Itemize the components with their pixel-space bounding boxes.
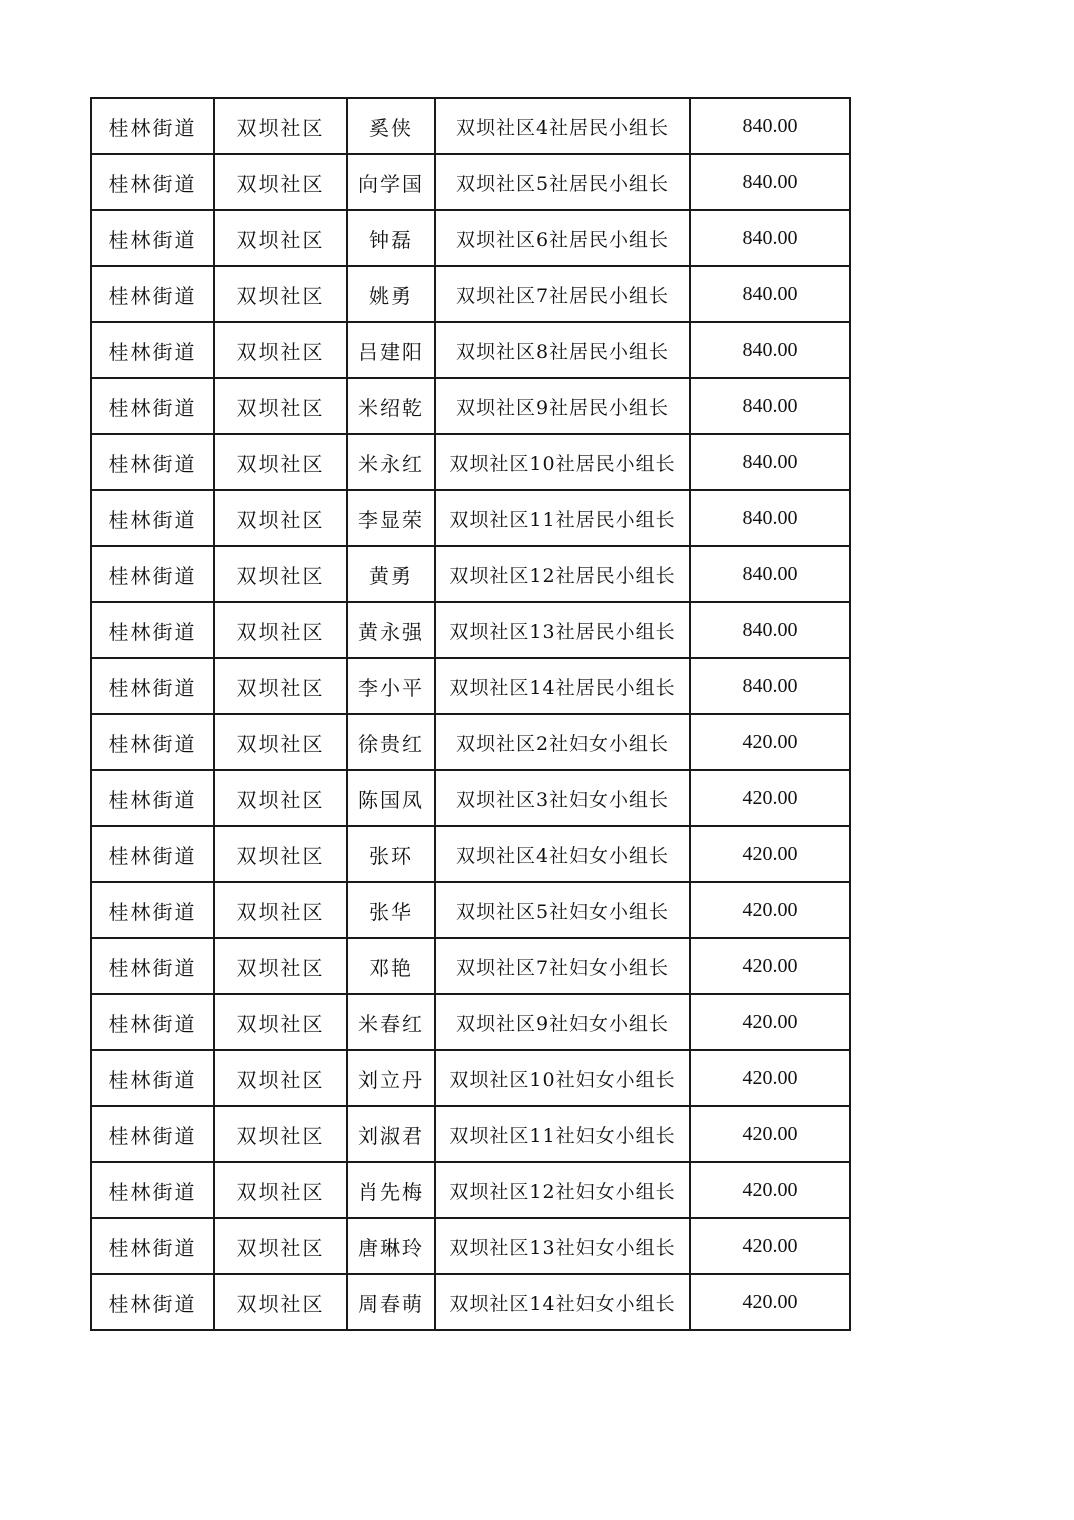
amount-cell: 840.00 — [690, 490, 850, 546]
amount-cell: 840.00 — [690, 658, 850, 714]
name-cell: 李显荣 — [347, 490, 435, 546]
street-cell: 桂林街道 — [91, 322, 214, 378]
community-cell: 双坝社区 — [214, 1218, 347, 1274]
table-row — [91, 714, 850, 770]
amount-cell: 420.00 — [690, 1162, 850, 1218]
street-cell: 桂林街道 — [91, 1274, 214, 1330]
amount-cell: 420.00 — [690, 1274, 850, 1330]
table-row — [91, 434, 850, 490]
community-cell: 双坝社区 — [214, 1106, 347, 1162]
position-cell: 双坝社区8社居民小组长 — [435, 322, 690, 378]
position-cell: 双坝社区13社居民小组长 — [435, 602, 690, 658]
street-cell: 桂林街道 — [91, 658, 214, 714]
name-cell: 刘立丹 — [347, 1050, 435, 1106]
amount-cell: 420.00 — [690, 1106, 850, 1162]
community-cell: 双坝社区 — [214, 266, 347, 322]
street-cell: 桂林街道 — [91, 1106, 214, 1162]
table-row — [91, 1162, 850, 1218]
table-row — [91, 210, 850, 266]
position-cell: 双坝社区10社妇女小组长 — [435, 1050, 690, 1106]
position-cell: 双坝社区9社妇女小组长 — [435, 994, 690, 1050]
table-row — [91, 1106, 850, 1162]
community-cell: 双坝社区 — [214, 490, 347, 546]
table-row — [91, 882, 850, 938]
community-cell: 双坝社区 — [214, 994, 347, 1050]
community-cell: 双坝社区 — [214, 826, 347, 882]
stipend-table — [90, 97, 851, 1331]
position-cell: 双坝社区4社妇女小组长 — [435, 826, 690, 882]
street-cell: 桂林街道 — [91, 1050, 214, 1106]
street-cell: 桂林街道 — [91, 546, 214, 602]
position-cell: 双坝社区7社妇女小组长 — [435, 938, 690, 994]
community-cell: 双坝社区 — [214, 938, 347, 994]
street-cell: 桂林街道 — [91, 714, 214, 770]
community-cell: 双坝社区 — [214, 154, 347, 210]
amount-cell: 840.00 — [690, 378, 850, 434]
position-cell: 双坝社区12社居民小组长 — [435, 546, 690, 602]
amount-cell: 840.00 — [690, 546, 850, 602]
community-cell: 双坝社区 — [214, 434, 347, 490]
position-cell: 双坝社区10社居民小组长 — [435, 434, 690, 490]
name-cell: 黄永强 — [347, 602, 435, 658]
street-cell: 桂林街道 — [91, 98, 214, 154]
name-cell: 米绍乾 — [347, 378, 435, 434]
name-cell: 唐琳玲 — [347, 1218, 435, 1274]
name-cell: 徐贵红 — [347, 714, 435, 770]
name-cell: 米春红 — [347, 994, 435, 1050]
amount-cell: 840.00 — [690, 266, 850, 322]
table-row — [91, 1050, 850, 1106]
position-cell: 双坝社区7社居民小组长 — [435, 266, 690, 322]
position-cell: 双坝社区9社居民小组长 — [435, 378, 690, 434]
name-cell: 米永红 — [347, 434, 435, 490]
amount-cell: 840.00 — [690, 322, 850, 378]
community-cell: 双坝社区 — [214, 658, 347, 714]
position-cell: 双坝社区4社居民小组长 — [435, 98, 690, 154]
amount-cell: 840.00 — [690, 434, 850, 490]
table-row — [91, 602, 850, 658]
street-cell: 桂林街道 — [91, 882, 214, 938]
amount-cell: 420.00 — [690, 714, 850, 770]
community-cell: 双坝社区 — [214, 546, 347, 602]
name-cell: 刘淑君 — [347, 1106, 435, 1162]
table-row — [91, 826, 850, 882]
amount-cell: 840.00 — [690, 210, 850, 266]
name-cell: 肖先梅 — [347, 1162, 435, 1218]
table-row — [91, 378, 850, 434]
amount-cell: 420.00 — [690, 994, 850, 1050]
table-row — [91, 154, 850, 210]
amount-cell: 420.00 — [690, 882, 850, 938]
table-row — [91, 266, 850, 322]
table-row — [91, 98, 850, 154]
amount-cell: 420.00 — [690, 826, 850, 882]
position-cell: 双坝社区12社妇女小组长 — [435, 1162, 690, 1218]
street-cell: 桂林街道 — [91, 994, 214, 1050]
table-row — [91, 770, 850, 826]
name-cell: 陈国凤 — [347, 770, 435, 826]
street-cell: 桂林街道 — [91, 1218, 214, 1274]
position-cell: 双坝社区2社妇女小组长 — [435, 714, 690, 770]
street-cell: 桂林街道 — [91, 434, 214, 490]
table-row — [91, 938, 850, 994]
position-cell: 双坝社区11社居民小组长 — [435, 490, 690, 546]
position-cell: 双坝社区14社妇女小组长 — [435, 1274, 690, 1330]
position-cell: 双坝社区3社妇女小组长 — [435, 770, 690, 826]
street-cell: 桂林街道 — [91, 154, 214, 210]
amount-cell: 420.00 — [690, 1050, 850, 1106]
name-cell: 张环 — [347, 826, 435, 882]
community-cell: 双坝社区 — [214, 322, 347, 378]
community-cell: 双坝社区 — [214, 1050, 347, 1106]
table-row — [91, 1274, 850, 1330]
position-cell: 双坝社区6社居民小组长 — [435, 210, 690, 266]
position-cell: 双坝社区5社居民小组长 — [435, 154, 690, 210]
name-cell: 奚侠 — [347, 98, 435, 154]
street-cell: 桂林街道 — [91, 210, 214, 266]
table-row — [91, 658, 850, 714]
amount-cell: 420.00 — [690, 770, 850, 826]
community-cell: 双坝社区 — [214, 1274, 347, 1330]
name-cell: 黄勇 — [347, 546, 435, 602]
street-cell: 桂林街道 — [91, 770, 214, 826]
community-cell: 双坝社区 — [214, 210, 347, 266]
table-row — [91, 994, 850, 1050]
amount-cell: 420.00 — [690, 938, 850, 994]
name-cell: 向学国 — [347, 154, 435, 210]
community-cell: 双坝社区 — [214, 98, 347, 154]
community-cell: 双坝社区 — [214, 1162, 347, 1218]
street-cell: 桂林街道 — [91, 938, 214, 994]
name-cell: 李小平 — [347, 658, 435, 714]
street-cell: 桂林街道 — [91, 602, 214, 658]
street-cell: 桂林街道 — [91, 266, 214, 322]
position-cell: 双坝社区13社妇女小组长 — [435, 1218, 690, 1274]
table-body — [91, 98, 850, 1330]
position-cell: 双坝社区11社妇女小组长 — [435, 1106, 690, 1162]
amount-cell: 420.00 — [690, 1218, 850, 1274]
table-row — [91, 322, 850, 378]
name-cell: 邓艳 — [347, 938, 435, 994]
community-cell: 双坝社区 — [214, 770, 347, 826]
position-cell: 双坝社区14社居民小组长 — [435, 658, 690, 714]
amount-cell: 840.00 — [690, 98, 850, 154]
street-cell: 桂林街道 — [91, 490, 214, 546]
street-cell: 桂林街道 — [91, 378, 214, 434]
community-cell: 双坝社区 — [214, 882, 347, 938]
table-row — [91, 1218, 850, 1274]
amount-cell: 840.00 — [690, 602, 850, 658]
name-cell: 周春萌 — [347, 1274, 435, 1330]
amount-cell: 840.00 — [690, 154, 850, 210]
community-cell: 双坝社区 — [214, 378, 347, 434]
community-cell: 双坝社区 — [214, 602, 347, 658]
name-cell: 钟磊 — [347, 210, 435, 266]
name-cell: 张华 — [347, 882, 435, 938]
street-cell: 桂林街道 — [91, 1162, 214, 1218]
community-cell: 双坝社区 — [214, 714, 347, 770]
position-cell: 双坝社区5社妇女小组长 — [435, 882, 690, 938]
name-cell: 姚勇 — [347, 266, 435, 322]
table-row — [91, 546, 850, 602]
table-row — [91, 490, 850, 546]
street-cell: 桂林街道 — [91, 826, 214, 882]
name-cell: 吕建阳 — [347, 322, 435, 378]
